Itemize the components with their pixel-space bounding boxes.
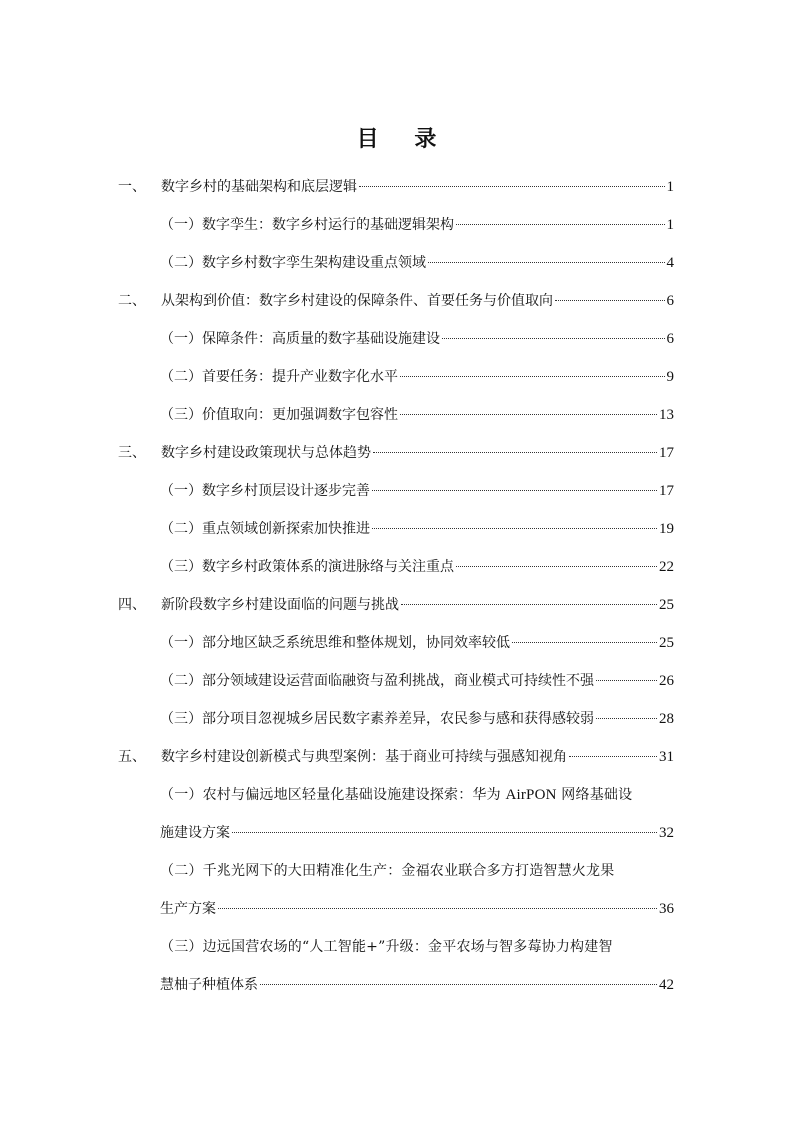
dot-leader [372,490,657,491]
entry-title: 慧柚子种植体系 [160,977,258,993]
page-number: 32 [659,825,674,841]
section-number: 四、 [118,597,146,613]
entry-title: （一）保障条件：高质量的数字基础设施建设 [160,331,440,347]
entry-title-line-2 [118,966,674,1004]
entry-title: （三）价值取向：更加强调数字包容性 [160,407,398,423]
dot-leader [359,186,665,187]
toc-entry-2-3[interactable] [118,396,674,434]
dot-leader [232,832,657,833]
dot-leader [456,224,665,225]
entry-title: （一）数字孪生：数字乡村运行的基础逻辑架构 [160,217,454,233]
dot-leader [260,984,657,985]
entry-title: 从架构到价值：数字乡村建设的保障条件、首要任务与价值取向 [161,293,553,309]
page-number: 4 [666,255,674,271]
entry-title: 生产方案 [160,901,216,917]
entry-title-part: （一）农村与偏远地区轻量化基础设施建设探索：华为 [160,787,506,803]
entry-title: （二）部分领域建设运营面临融资与盈利挑战，商业模式可持续性不强 [160,673,594,689]
page-number: 42 [659,977,674,993]
entry-title-part: 网络基础设 [556,787,633,803]
toc-entry-section-3[interactable] [118,434,674,472]
page-number: 26 [659,673,674,689]
entry-title: （一）数字乡村顶层设计逐步完善 [160,483,370,499]
page-number: 6 [666,331,674,347]
entry-title: （二）重点领域创新探索加快推进 [160,521,370,537]
toc-entry-section-5[interactable] [118,738,674,776]
dot-leader [400,376,665,377]
dot-leader [596,680,657,681]
page-number: 17 [659,445,674,461]
toc-entry-section-4[interactable] [118,586,674,624]
toc-entry-4-2[interactable] [118,662,674,700]
section-number: 二、 [118,293,146,309]
dot-leader [596,718,657,719]
entry-title: 数字乡村建设创新模式与典型案例：基于商业可持续与强感知视角 [161,749,567,765]
dot-leader [555,300,665,301]
entry-title: （三）部分项目忽视城乡居民数字素养差异，农民参与感和获得感较弱 [160,711,594,727]
page-number: 6 [666,293,674,309]
section-number: 一、 [118,179,146,195]
entry-title: （二）数字乡村数字孪生架构建设重点领域 [160,255,426,271]
dot-leader [401,604,657,605]
page-number: 25 [659,635,674,651]
entry-title: 数字乡村建设政策现状与总体趋势 [161,445,371,461]
table-of-contents [118,168,674,1004]
toc-entry-section-2[interactable] [118,282,674,320]
toc-entry-5-2[interactable] [118,852,674,928]
entry-title: 数字乡村的基础架构和底层逻辑 [161,179,357,195]
dot-leader [512,642,657,643]
toc-entry-3-3[interactable] [118,548,674,586]
dot-leader [428,262,665,263]
entry-title-line-2 [118,890,674,928]
entry-title-part: （三）边远国营农场的“人工智能+”升级：金平农场与智多莓协力构建智 [160,939,613,955]
entry-title-part: （二）千兆光网下的大田精准化生产：金福农业联合多方打造智慧火龙果 [160,863,615,879]
entry-title: 施建设方案 [160,825,230,841]
page-number: 1 [666,217,674,233]
entry-title-line-1 [118,776,674,814]
page-number: 1 [666,179,674,195]
dot-leader [373,452,657,453]
page-number: 25 [659,597,674,613]
toc-entry-3-1[interactable] [118,472,674,510]
entry-title: （一）部分地区缺乏系统思维和整体规划，协同效率较低 [160,635,510,651]
toc-entry-section-1[interactable] [118,168,674,206]
page-number: 31 [659,749,674,765]
entry-title-line-1 [118,928,674,966]
toc-entry-4-3[interactable] [118,700,674,738]
toc-entry-1-2[interactable] [118,244,674,282]
page-number: 13 [659,407,674,423]
page-number: 36 [659,901,674,917]
dot-leader [569,756,657,757]
toc-entry-1-1[interactable] [118,206,674,244]
toc-entry-5-3[interactable] [118,928,674,1004]
toc-entry-4-1[interactable] [118,624,674,662]
entry-title: （三）数字乡村政策体系的演进脉络与关注重点 [160,559,454,575]
entry-title-line-1 [118,852,674,890]
toc-entry-2-2[interactable] [118,358,674,396]
toc-entry-5-1[interactable] [118,776,674,852]
section-number: 三、 [118,445,146,461]
toc-entry-3-2[interactable] [118,510,674,548]
dot-leader [400,414,657,415]
dot-leader [372,528,657,529]
toc-entry-2-1[interactable] [118,320,674,358]
entry-title-line-2 [118,814,674,852]
entry-title-latin: AirPON [505,787,557,803]
page-number: 17 [659,483,674,499]
page-number: 9 [666,369,674,385]
dot-leader [218,908,657,909]
dot-leader [442,338,665,339]
entry-title: （二）首要任务：提升产业数字化水平 [160,369,398,385]
page-number: 19 [659,521,674,537]
page-number: 28 [659,711,674,727]
page-title: 目 录 [356,126,451,152]
dot-leader [456,566,657,567]
page-number: 22 [659,559,674,575]
section-number: 五、 [118,749,146,765]
entry-title: 新阶段数字乡村建设面临的问题与挑战 [161,597,399,613]
